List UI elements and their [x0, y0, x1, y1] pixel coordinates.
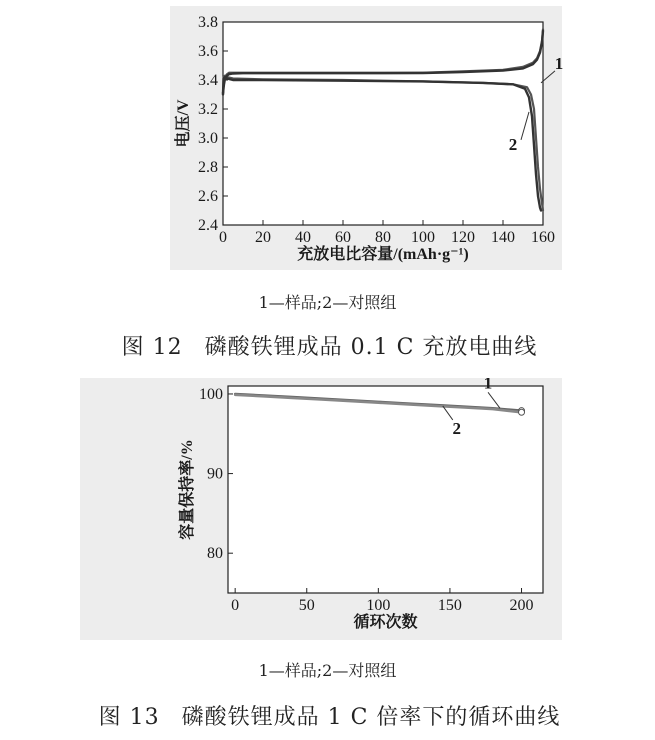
x-tick-label: 120 [451, 229, 475, 246]
x-tick-label: 150 [437, 597, 462, 614]
curve-label: 2 [508, 134, 518, 154]
y-tick-label: 3.8 [198, 14, 218, 31]
y-tick-label: 3.0 [198, 130, 218, 147]
y-tick-label: 3.4 [198, 72, 218, 89]
y-axis-label: 电压/V [175, 99, 192, 148]
charge-discharge-chart [0, 0, 655, 270]
y-tick-label: 80 [207, 545, 223, 563]
charge-discharge-chart-svg [0, 0, 655, 270]
x-tick-label: 60 [335, 229, 351, 246]
y-tick-label: 2.4 [198, 217, 218, 234]
x-axis-label: 循环次数 [353, 614, 418, 631]
x-tick-label: 160 [531, 229, 555, 246]
x-tick-label: 50 [298, 597, 315, 614]
figure13-legend: 1—样品;2—对照组 [258, 661, 397, 680]
figure12-caption-text: 磷酸铁锂成品 0.1 C 充放电曲线 [204, 335, 538, 360]
plot-frame [223, 22, 543, 225]
x-tick-label: 20 [255, 229, 271, 246]
cycle-life-chart [0, 378, 655, 640]
curve-label: 1 [483, 378, 493, 393]
x-tick-label: 100 [411, 229, 435, 246]
y-tick-label: 2.6 [198, 188, 218, 205]
y-tick-label: 3.6 [198, 43, 218, 60]
figure12-caption [0, 330, 655, 361]
x-axis-label: 充放电比容量/(mAh·g⁻¹) [297, 246, 469, 263]
x-tick-label: 0 [219, 229, 227, 246]
curve-label: 1 [554, 53, 564, 73]
x-tick-label: 80 [375, 229, 391, 246]
y-tick-label: 90 [207, 465, 223, 483]
x-tick-label: 140 [491, 229, 515, 246]
cycle-life-chart-svg [0, 378, 655, 640]
y-tick-label: 3.2 [198, 101, 218, 118]
y-tick-label: 2.8 [198, 159, 218, 176]
figure13-caption [0, 700, 655, 731]
y-tick-label: 100 [199, 385, 223, 403]
x-tick-label: 100 [366, 597, 391, 614]
y-axis-label: 容量保持率/% [179, 439, 196, 540]
plot-frame [228, 386, 543, 593]
figure13-caption-text: 磷酸铁锂成品 1 C 倍率下的循环曲线 [181, 705, 561, 730]
x-tick-label: 40 [295, 229, 311, 246]
curve-label: 2 [452, 418, 462, 438]
x-tick-label: 200 [509, 597, 534, 614]
figure12-caption-label: 图 12 [121, 335, 183, 360]
figure13-caption-label: 图 13 [98, 705, 160, 730]
series-end-marker-2 [519, 409, 525, 415]
figure12-legend: 1—样品;2—对照组 [258, 293, 397, 312]
x-tick-label: 0 [231, 597, 240, 614]
